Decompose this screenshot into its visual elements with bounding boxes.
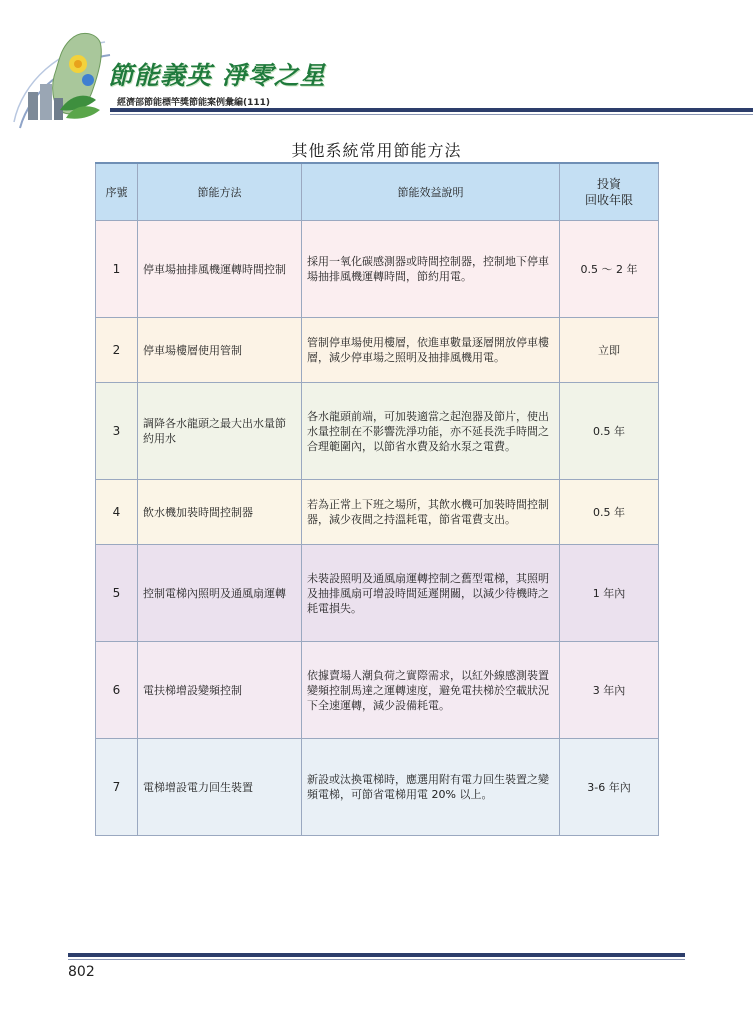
footer-divider: [68, 953, 685, 960]
header-method: 節能方法: [138, 163, 302, 221]
row-method: 電扶梯增設變頻控制: [138, 642, 302, 739]
footer-rule-thin: [68, 959, 685, 960]
row-description: 採用一氧化碳感測器或時間控制器，控制地下停車場抽排風機運轉時間，節約用電。: [302, 221, 560, 318]
table-row: [96, 642, 659, 739]
row-method: 電梯增設電力回生裝置: [138, 739, 302, 836]
table-row: [96, 318, 659, 383]
row-description: 各水龍頭前端，可加裝適當之起泡器及節片，使出水量控制在不影響洗淨功能，亦不延長洗手時間之合理範圍內，以節省水費及給水泵之電費。: [302, 383, 560, 480]
header-no: 序號: [96, 163, 138, 221]
energy-saving-table: [95, 162, 658, 836]
row-description: 若為正常上下班之場所，其飲水機可加裝時間控制器，減少夜間之持溫耗電，節省電費支出。: [302, 480, 560, 545]
brand-subtitle: 經濟部節能標竿獎節能案例彙編(111): [117, 98, 271, 108]
row-payback: 0.5 年: [560, 383, 659, 480]
methods-table: [95, 162, 659, 836]
row-payback: 1 年內: [560, 545, 659, 642]
row-description: 管制停車場使用樓層，依進車數量逐層開放停車樓層，減少停車場之照明及抽排風機用電。: [302, 318, 560, 383]
row-number: 5: [96, 545, 138, 642]
table-row: [96, 221, 659, 318]
row-number: 2: [96, 318, 138, 383]
row-payback: 0.5 年: [560, 480, 659, 545]
brand-title: 節能義英 淨零之星: [108, 61, 326, 90]
table-row: [96, 383, 659, 480]
row-description: 新設或汰換電梯時，應選用附有電力回生裝置之變頻電梯，可節省電梯用電 20% 以上。: [302, 739, 560, 836]
row-payback: 3 年內: [560, 642, 659, 739]
row-method: 調降各水龍頭之最大出水量節約用水: [138, 383, 302, 480]
row-payback: 立即: [560, 318, 659, 383]
header-payback-line2: 回收年限: [584, 193, 633, 207]
page-number: 802: [68, 964, 95, 980]
row-payback: 0.5 ～ 2 年: [560, 221, 659, 318]
row-number: 6: [96, 642, 138, 739]
page-title: 其他系統常用節能方法: [291, 141, 462, 160]
row-number: 1: [96, 221, 138, 318]
row-method: 控制電梯內照明及通風扇運轉: [138, 545, 302, 642]
table-row: [96, 739, 659, 836]
row-description: 未裝設照明及通風扇運轉控制之舊型電梯，其照明及抽排風扇可增設時間延遲開關，以減少待機時之耗電損失。: [302, 545, 560, 642]
table-header-row: [96, 163, 659, 221]
row-payback: 3-6 年內: [560, 739, 659, 836]
table-row: [96, 545, 659, 642]
row-number: 4: [96, 480, 138, 545]
row-method: 飲水機加裝時間控制器: [138, 480, 302, 545]
row-number: 7: [96, 739, 138, 836]
row-description: 依據賣場人潮負荷之實際需求，以紅外線感測裝置變頻控制馬達之運轉速度，避免電扶梯於空載狀況下全速運轉，減少設備耗電。: [302, 642, 560, 739]
page-header: [0, 0, 753, 140]
header-description: 節能效益說明: [302, 163, 560, 221]
table-row: [96, 480, 659, 545]
header-payback-line1: 投資: [596, 177, 621, 191]
header-payback: [560, 163, 659, 221]
row-method: 停車場樓層使用管制: [138, 318, 302, 383]
row-number: 3: [96, 383, 138, 480]
row-method: 停車場抽排風機運轉時間控制: [138, 221, 302, 318]
footer-rule-thick: [68, 953, 685, 957]
